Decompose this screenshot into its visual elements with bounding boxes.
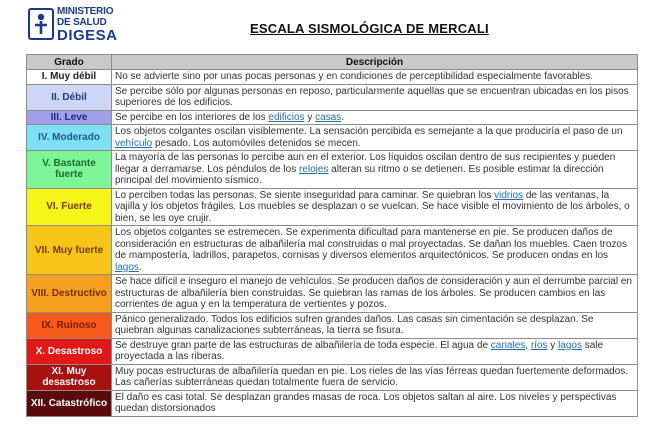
table-row — [27, 275, 638, 313]
description-text: La mayoría de las personas lo percibe aun en el exterior. Los líquidos oscilan dentro de sus recipientes y pueden llegar a derramarse. Los péndulos de los — [115, 152, 616, 175]
header-grado: Grado — [27, 55, 112, 70]
descripcion-cell — [112, 84, 638, 110]
description-text: No se advierte sino por unas pocas personas y en condiciones de perceptibilidad especialmente favorables. — [115, 71, 594, 82]
table-header-row — [27, 55, 638, 70]
table-row — [27, 390, 638, 416]
description-text: Los objetos colgantes oscilan visiblemente. La sensación percibida es semejante a la que produciría el paso de un — [115, 126, 623, 137]
description-text: sale proyectada a las riberas. — [115, 339, 604, 362]
description-text: alteran su ritmo o se detienen. Es posible estimar la dirección principal del movimiento sísmico. — [115, 163, 604, 186]
description-text: Se percibe sólo por algunas personas en reposo, particularmente aquellas que se encuentran ubicadas en los pisos superiores de los edificios. — [115, 85, 629, 108]
description-text: Se percibe en los interiores de los — [115, 111, 269, 123]
term-link[interactable]: lagos — [558, 339, 582, 351]
term-link[interactable]: casas — [315, 111, 342, 123]
logo-text-de-salud: DE SALUD — [57, 16, 107, 28]
mercalli-scale-table — [26, 54, 638, 417]
table-row — [27, 364, 638, 390]
descripcion-cell — [112, 338, 638, 364]
logo-text-ministerio: MINISTERIO — [57, 5, 114, 17]
term-link[interactable]: canales — [490, 339, 526, 351]
grado-cell: VII. Muy fuerte — [27, 226, 112, 275]
term-link[interactable]: relojes — [299, 163, 329, 175]
table-row — [27, 312, 638, 338]
descripcion-cell — [112, 70, 638, 85]
description-text: Muy pocas estructuras de albañilería quedan en pie. Los rieles de las vías férreas quedan fuertemente deformados. Las cañerías subterráneas quedan totalmente fuera de servicio. — [115, 365, 629, 388]
description-text: Pánico generalizado. Todos los edificios sufren grandes daños. Las casas sin cimentación se desplazan. Se quiebran algunas canalizaciones subterráneas, la tierra se fisura. — [115, 313, 594, 336]
descripcion-cell — [112, 125, 638, 151]
descripcion-cell — [112, 110, 638, 125]
descripcion-cell — [112, 151, 638, 189]
description-text: El daño es casi total. Se desplazan grandes masas de roca. Los objetos saltan al aire. Los niveles y perspectivas quedan distorsionados — [115, 391, 617, 414]
grado-cell: IV. Moderado — [27, 125, 112, 151]
descripcion-cell — [112, 364, 638, 390]
table-row — [27, 188, 638, 226]
grado-cell: IX. Ruinoso — [27, 312, 112, 338]
description-text: y — [304, 111, 316, 123]
description-text: , — [525, 339, 531, 351]
term-link[interactable]: ríos — [530, 339, 548, 351]
descripcion-cell — [112, 275, 638, 313]
digesa-logo — [28, 4, 138, 44]
health-cross-icon — [28, 8, 54, 40]
grado-cell: V. Bastante fuerte — [27, 151, 112, 189]
description-text: de las ventanas, la vajilla y los objetos frágiles. Los muebles se desplazan o se vuelcan. Se hace visible el movimiento de los árboles, o bien, se les oye crujir. — [115, 189, 630, 224]
term-link[interactable]: vidrios — [494, 189, 524, 201]
descripcion-cell — [112, 390, 638, 416]
description-text: Lo perciben todas las personas. Se siente inseguridad para caminar. Se quiebran los — [115, 189, 495, 201]
table-row — [27, 110, 638, 125]
term-link[interactable]: vehículo — [115, 137, 153, 149]
logo-text-digesa: DIGESA — [57, 26, 118, 44]
header-descripcion: Descripción — [112, 55, 638, 70]
description-text: Se hace difícil e inseguro el manejo de vehículos. Se producen daños de consideración y aun el derrumbe parcial en estructuras de albañilería bien construidas. Se quiebran las ramas de los árboles. Se producen cambios en las corrientes de agua y en la temperatura de vertientes y pozos. — [115, 276, 632, 310]
descripcion-cell — [112, 226, 638, 275]
table-row — [27, 125, 638, 151]
description-text: pesado. Los automóviles detenidos se mecen. — [152, 137, 361, 149]
grado-cell: VI. Fuerte — [27, 188, 112, 226]
description-text: Se destruye gran parte de las estructuras de albañilería de toda especie. El agua de — [115, 339, 491, 351]
description-text: . — [138, 261, 142, 273]
grado-cell: X. Desastroso — [27, 338, 112, 364]
grado-cell: I. Muy débil — [27, 70, 112, 85]
description-text: Los objetos colgantes se estremecen. Se experimenta dificultad para mantenerse en pie. Se producen daños de consideración en estructuras de albañilería mal construidas o mal proyectadas. Se dañan los muebles. Caen trozos de mampostería, ladrillos, parapetos, cornisas y diversos elementos arquitectónicos. Se producen ondas en los — [115, 227, 627, 261]
table-row — [27, 70, 638, 85]
term-link[interactable]: edificios — [268, 111, 305, 123]
page-title: ESCALA SISMOLÓGICA DE MERCALI — [250, 21, 489, 36]
table-row — [27, 338, 638, 364]
grado-cell: II. Débil — [27, 84, 112, 110]
table-row — [27, 226, 638, 275]
grado-cell: VIII. Destructivo — [27, 275, 112, 313]
term-link[interactable]: lagos — [115, 261, 139, 273]
descripcion-cell — [112, 312, 638, 338]
table-row — [27, 84, 638, 110]
description-text: . — [341, 111, 345, 123]
table-row — [27, 151, 638, 189]
description-text: y — [547, 339, 559, 351]
descripcion-cell — [112, 188, 638, 226]
grado-cell: XI. Muy desastroso — [27, 364, 112, 390]
grado-cell: XII. Catastrófico — [27, 390, 112, 416]
grado-cell: III. Leve — [27, 110, 112, 125]
